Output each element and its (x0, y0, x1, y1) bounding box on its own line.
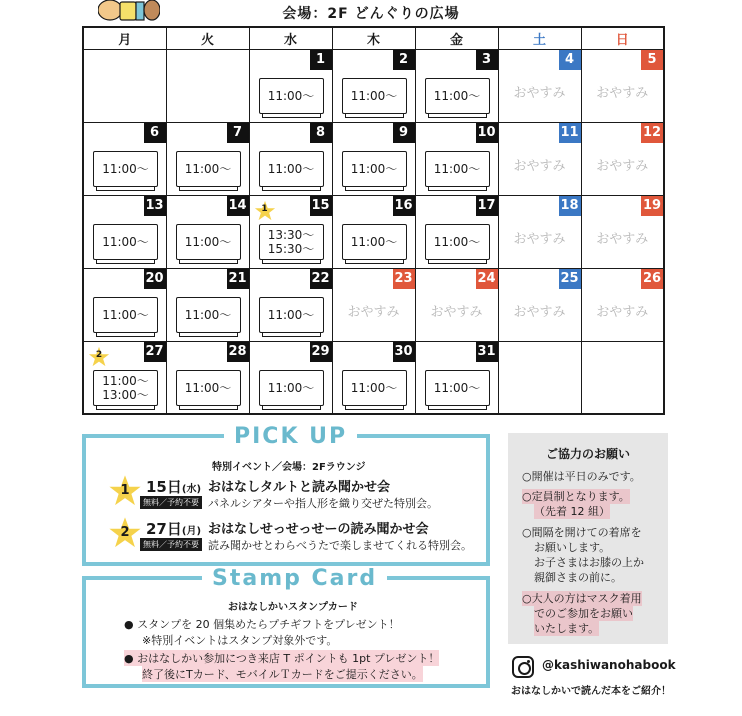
storytime-book-icon (342, 224, 407, 260)
notice-item: お子さまはお膝の上か (534, 556, 644, 569)
session-time: 11:00〜 (350, 380, 398, 395)
event-description: 読み聞かせとわらべうたで楽しませてくれる特別会。 (208, 539, 472, 552)
social-footer: おはなしかいで読んだ本をご紹介！ (511, 686, 671, 697)
session-time: 11:00〜 (350, 88, 398, 103)
storytime-book-icon (425, 78, 490, 114)
notice-item: ○大人の方はマスク着用 (522, 592, 642, 605)
notice-item: いたします。 (534, 622, 600, 635)
session-time: 11:00〜 (433, 88, 481, 103)
calendar-day-cell (581, 341, 664, 414)
day-number: 10 (476, 123, 498, 143)
session-time: 15:30〜 (267, 241, 315, 256)
session-time: 11:00〜 (102, 373, 149, 388)
calendar-day-cell (166, 268, 249, 341)
event-title: おはなしタルトと読み聞かせ会 (208, 480, 391, 495)
weekday-header: 土 (498, 27, 581, 49)
calendar-day-cell (166, 49, 249, 122)
session-time: 11:00〜 (433, 234, 481, 249)
day-number: 8 (310, 123, 332, 143)
day-number: 14 (227, 196, 249, 216)
day-number: 11 (559, 123, 581, 143)
storytime-book-icon (342, 370, 407, 406)
calendar-day-cell (83, 341, 166, 414)
notice-item: ○開催は平日のみです。 (522, 470, 641, 483)
instagram-handle[interactable]: @kashiwanohabook (542, 658, 676, 672)
rest-label: おやすみ (596, 85, 649, 101)
calendar-day-cell (581, 195, 664, 268)
day-number: 23 (393, 269, 415, 289)
calendar-day-cell (332, 122, 415, 195)
day-number: 5 (641, 50, 663, 70)
calendar-day-cell (581, 268, 664, 341)
session-time: 11:00〜 (433, 161, 481, 176)
weekday-header: 火 (166, 27, 249, 49)
session-time: 11:00〜 (184, 161, 232, 176)
weekday-header: 金 (415, 27, 498, 49)
calendar-day-cell (415, 341, 498, 414)
calendar-day-cell (249, 341, 332, 414)
calendar-day-cell (498, 49, 581, 122)
event-weekday: (水) (181, 484, 202, 495)
day-number: 19 (641, 196, 663, 216)
stamp-line: ● スタンプを 20 個集めたらプチギフトをプレゼント！ (124, 618, 400, 631)
day-number: 31 (476, 342, 498, 362)
day-number: 1 (310, 50, 332, 70)
day-number: 26 (641, 269, 663, 289)
notice-item: 親御さまの前に。 (534, 571, 622, 584)
event-weekday: (月) (181, 526, 202, 537)
calendar-day-cell (249, 49, 332, 122)
day-number: 13 (144, 196, 166, 216)
storytime-book-icon (93, 224, 158, 260)
calendar-day-cell (415, 195, 498, 268)
day-number: 20 (144, 269, 166, 289)
event-day: 27日 (146, 520, 182, 538)
day-number: 2 (393, 50, 415, 70)
storytime-book-icon (93, 370, 158, 406)
event-star-icon (108, 516, 142, 548)
calendar-day-cell (332, 195, 415, 268)
stampcard-panel (82, 566, 490, 688)
storytime-book-icon (425, 151, 490, 187)
storytime-book-icon (176, 224, 241, 260)
notice-title: ご協力のお願い (545, 447, 630, 461)
event-star-icon (108, 474, 142, 506)
notice-item: ○間隔を開けての着席を (522, 526, 642, 539)
rest-label: おやすみ (513, 85, 566, 101)
event-date (146, 518, 201, 539)
calendar-day-cell (498, 122, 581, 195)
day-number: 25 (559, 269, 581, 289)
calendar-day-cell (166, 341, 249, 414)
day-number: 16 (393, 196, 415, 216)
stamp-line: ● おはなしかい参加につき来店 T ポイントも 1pt プレゼント！ (124, 652, 440, 665)
day-number: 30 (393, 342, 415, 362)
session-time: 13:30〜 (267, 227, 315, 242)
notice-item: （先着 12 組） (534, 505, 610, 518)
storytime-book-icon (425, 370, 490, 406)
storytime-book-icon (259, 78, 324, 114)
calendar-day-cell (249, 268, 332, 341)
session-time: 11:00〜 (350, 161, 398, 176)
stampcard-title: Stamp Card (202, 566, 387, 591)
rest-label: おやすみ (513, 304, 566, 320)
day-number: 24 (476, 269, 498, 289)
session-time: 11:00〜 (102, 234, 149, 249)
storytime-book-icon (259, 224, 324, 260)
storytime-book-icon (176, 151, 241, 187)
storytime-book-icon (425, 224, 490, 260)
pickup-subtitle: 特別イベント／会場：2Fラウンジ (212, 462, 366, 473)
rest-label: おやすみ (513, 158, 566, 174)
rest-label: おやすみ (596, 304, 649, 320)
calendar-day-cell (415, 268, 498, 341)
storytime-book-icon (176, 297, 241, 333)
session-time: 11:00〜 (184, 380, 232, 395)
rest-label: おやすみ (596, 158, 649, 174)
star-number: 1 (261, 203, 268, 214)
session-time: 13:00〜 (102, 387, 149, 402)
day-number: 27 (144, 342, 166, 362)
rest-label: おやすみ (596, 231, 649, 247)
day-number: 18 (559, 196, 581, 216)
day-number: 9 (393, 123, 415, 143)
calendar-grid (82, 26, 665, 415)
calendar-day-cell (83, 122, 166, 195)
day-number: 22 (310, 269, 332, 289)
storytime-book-icon (342, 78, 407, 114)
day-number: 4 (559, 50, 581, 70)
session-time: 11:00〜 (267, 380, 315, 395)
weekday-header: 水 (249, 27, 332, 49)
calendar-day-cell (415, 122, 498, 195)
calendar-day-cell (415, 49, 498, 122)
weekday-header: 木 (332, 27, 415, 49)
storytime-book-icon (176, 370, 241, 406)
calendar-day-cell (249, 195, 332, 268)
calendar-day-cell (581, 49, 664, 122)
stampcard-subtitle: おはなしかいスタンプカード (228, 602, 358, 613)
calendar-day-cell (332, 49, 415, 122)
day-number: 15 (310, 196, 332, 216)
event-title: おはなしせっせっせーの読み聞かせ会 (208, 522, 429, 537)
calendar-day-cell (498, 341, 581, 414)
notice-item: ○定員制となります。 (522, 490, 630, 503)
day-number: 6 (144, 123, 166, 143)
calendar-day-cell (83, 49, 166, 122)
storytime-book-icon (259, 297, 324, 333)
calendar-day-cell (249, 122, 332, 195)
free-badge: 無料／予約不要 (140, 496, 202, 509)
notice-box (508, 433, 668, 644)
event-description: パネルシアターや指人形を織り交ぜた特別会。 (208, 497, 438, 510)
pickup-title: PICK UP (224, 424, 357, 449)
session-time: 11:00〜 (184, 307, 232, 322)
calendar-day-cell (498, 268, 581, 341)
event-date (146, 476, 201, 497)
calendar-day-cell (332, 268, 415, 341)
weekday-header: 日 (581, 27, 664, 49)
notice-item: でのご参加をお願い (534, 607, 633, 620)
session-time: 11:00〜 (267, 88, 315, 103)
instagram-icon[interactable] (512, 656, 534, 678)
free-badge: 無料／予約不要 (140, 538, 202, 551)
storytime-book-icon (93, 151, 158, 187)
session-time: 11:00〜 (267, 307, 315, 322)
calendar-day-cell (166, 195, 249, 268)
session-time: 11:00〜 (267, 161, 315, 176)
storytime-book-icon (342, 151, 407, 187)
calendar-day-cell (332, 341, 415, 414)
day-number: 17 (476, 196, 498, 216)
pickup-panel (82, 424, 490, 566)
day-number: 28 (227, 342, 249, 362)
day-number: 3 (476, 50, 498, 70)
calendar-day-cell (83, 268, 166, 341)
day-number: 7 (227, 123, 249, 143)
special-event-star-icon (254, 200, 276, 222)
stamp-line: ※特別イベントはスタンプ対象外です。 (142, 634, 338, 647)
event-number: 1 (120, 483, 130, 498)
storytime-book-icon (259, 370, 324, 406)
session-time: 11:00〜 (433, 380, 481, 395)
calendar-day-cell (166, 122, 249, 195)
stamp-line: 終了後にTカード、モバイルＴカードをご提示ください。 (142, 668, 423, 681)
session-time: 11:00〜 (184, 234, 232, 249)
rest-label: おやすみ (347, 304, 400, 320)
event-day: 15日 (146, 478, 182, 496)
storytime-book-icon (259, 151, 324, 187)
special-event-star-icon (88, 346, 110, 368)
weekday-header: 月 (83, 27, 166, 49)
day-number: 21 (227, 269, 249, 289)
calendar-day-cell (498, 195, 581, 268)
session-time: 11:00〜 (350, 234, 398, 249)
notice-item: お願いします。 (534, 541, 611, 554)
rest-label: おやすみ (513, 231, 566, 247)
session-time: 11:00〜 (102, 307, 149, 322)
day-number: 12 (641, 123, 663, 143)
day-number: 29 (310, 342, 332, 362)
session-time: 11:00〜 (102, 161, 149, 176)
star-number: 2 (95, 349, 103, 360)
calendar-day-cell (581, 122, 664, 195)
venue-title: 会場：2F どんぐりの広場 (282, 6, 460, 22)
event-number: 2 (120, 525, 130, 540)
rest-label: おやすみ (430, 304, 483, 320)
storytime-book-icon (93, 297, 158, 333)
calendar-day-cell (83, 195, 166, 268)
